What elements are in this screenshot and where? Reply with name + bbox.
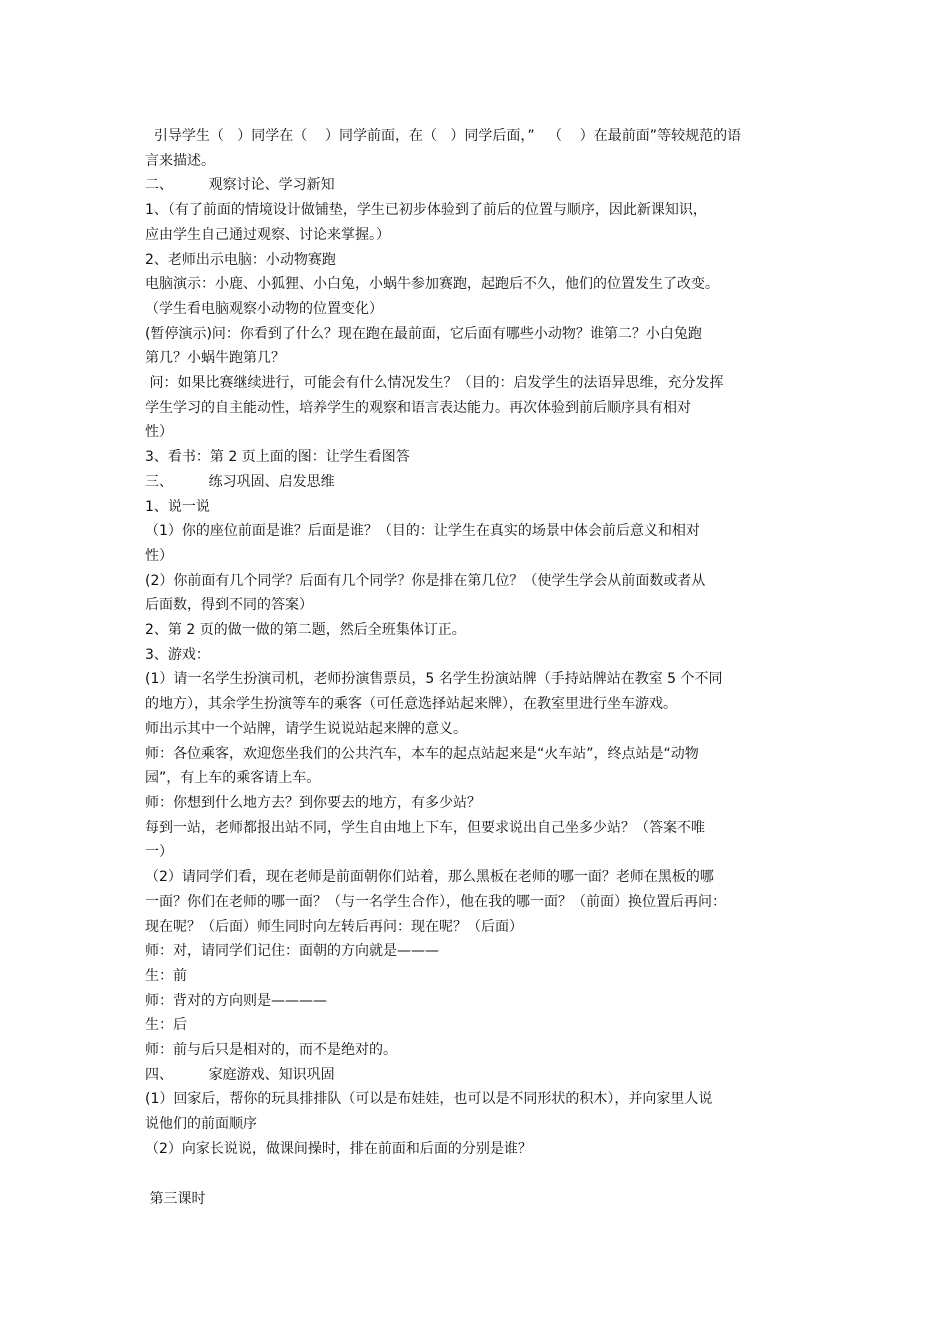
text-line: 2、老师出示电脑：小动物赛跑	[145, 251, 336, 268]
text-line: 性）	[145, 424, 173, 441]
text-line: 电脑演示：小鹿、小狐狸、小白兔，小蜗牛参加赛跑，起跑后不久，他们的位置发生了改变。	[145, 276, 719, 293]
text-line: 1、（有了前面的情境设计做铺垫，学生已初步体验到了前后的位置与顺序，因此新课知识，	[145, 202, 707, 219]
section-heading: 四、 家庭游戏、知识巩固	[145, 1066, 335, 1083]
text-line: 一）	[145, 844, 173, 861]
text-line: 言来描述。	[145, 152, 215, 169]
text-line: 每到一站，老师都报出站不同，学生自由地上下车，但要求说出自己坐多少站？（答案不唯	[145, 819, 705, 836]
text-line: 后面数，得到不同的答案）	[145, 597, 313, 614]
text-line: 说他们的前面顺序	[145, 1116, 257, 1133]
text-line: 3、看书：第 2 页上面的图：让学生看图答	[145, 449, 410, 466]
text-line: 园”，有上车的乘客请上车。	[145, 770, 321, 787]
section-heading: 三、 练习巩固、启发思维	[145, 473, 335, 490]
text-line: 一面？你们在老师的哪一面？（与一名学生合作），他在我的哪一面？（前面）换位置后再问：	[145, 893, 726, 910]
text-line: 师：各位乘客，欢迎您坐我们的公共汽车，本车的起点站起来是“火车站”，终点站是“动物	[145, 745, 699, 762]
text-line: （2）向家长说说，做课间操时，排在前面和后面的分别是谁？	[145, 1140, 532, 1157]
text-line: （学生看电脑观察小动物的位置变化）	[145, 300, 383, 317]
text-line: 师：对，请同学们记住：面朝的方向就是———	[145, 943, 439, 960]
text-line: 现在呢？（后面）师生同时向左转后再问：现在呢？（后面）	[145, 918, 523, 935]
blank-line	[145, 1162, 810, 1187]
section-heading: 二、 观察讨论、学习新知	[145, 177, 335, 194]
text-line: 师出示其中一个站牌，请学生说说站起来牌的意义。	[145, 720, 467, 737]
text-line: 2、第 2 页的做一做的第二题，然后全班集体订正。	[145, 622, 466, 639]
text-line: 的地方），其余学生扮演等车的乘客（可任意选择站起来牌），在教室里进行坐车游戏。	[145, 696, 677, 713]
text-line: 1、说一说	[145, 498, 210, 515]
text-line: 生：前	[145, 967, 187, 984]
text-line: 师：你想到什么地方去？到你要去的地方，有多少站？	[145, 794, 481, 811]
text-line: （1）你的座位前面是谁？后面是谁？（目的：让学生在真实的场景中体会前后意义和相对	[145, 523, 700, 540]
text-line: （2）请同学们看，现在老师是前面朝你们站着，那么黑板在老师的哪一面？老师在黑板的哪	[145, 869, 714, 886]
text-line: (暂停演示)问：你看到了什么？现在跑在最前面，它后面有哪些小动物？谁第二？小白兔跑	[145, 325, 702, 342]
text-line: 师：前与后只是相对的，而不是绝对的。	[145, 1042, 397, 1059]
text-line: 应由学生自己通过观察、讨论来掌握。）	[145, 226, 390, 243]
text-line: 引导学生（ ）同学在（ ）同学前面，在（ ）同学后面，” （ ）在最前面”等较规范的语	[145, 128, 742, 144]
text-line: 3、游戏：	[145, 646, 210, 663]
text-line: 问：如果比赛继续进行，可能会有什么情况发生？（目的：启发学生的法语异思维，充分发挥	[145, 375, 724, 392]
text-line: 第几？小蜗牛跑第几？	[145, 350, 285, 367]
text-line: 性）	[145, 547, 173, 564]
text-line: (1）请一名学生扮演司机，老师扮演售票员，5 名学生扮演站牌（手持站牌站在教室 5 个不同	[145, 671, 723, 688]
document-page	[145, 124, 810, 1211]
text-line: 生：后	[145, 1017, 187, 1034]
text-line: (2）你前面有几个同学？后面有几个同学？你是排在第几位？（使学生学会从前面数或者从	[145, 572, 706, 589]
lesson-title: 第三课时	[145, 1190, 206, 1207]
text-line: 师：背对的方向则是————	[145, 992, 327, 1009]
text-line: (1）回家后，帮你的玩具排排队（可以是布娃娃，也可以是不同形状的积木），并向家里人说	[145, 1091, 713, 1108]
text-line: 学生学习的自主能动性，培养学生的观察和语言表达能力。再次体验到前后顺序具有相对	[145, 399, 691, 416]
